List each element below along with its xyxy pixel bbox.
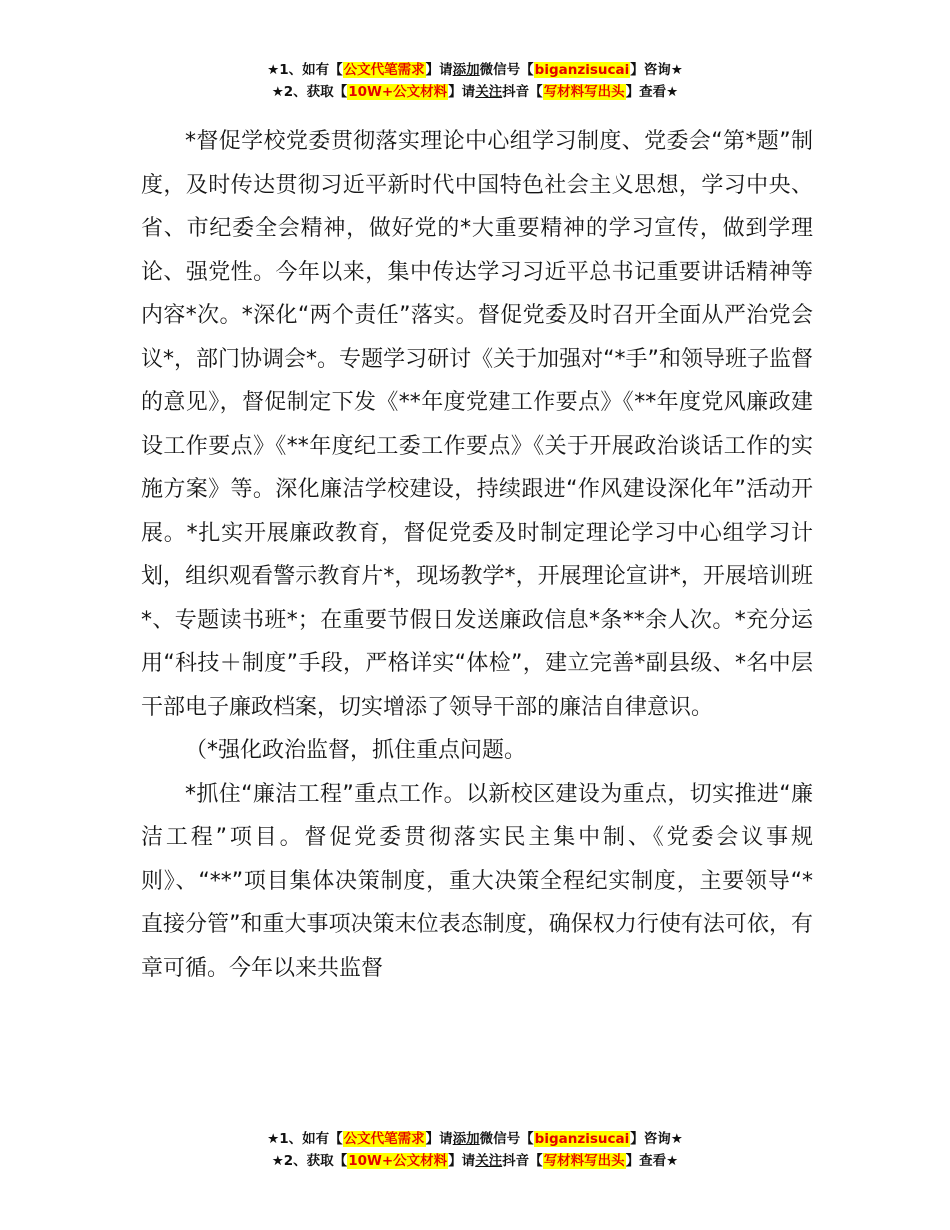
- banner-text: 】咨询★: [630, 62, 683, 78]
- banner-text: 抖音【: [502, 84, 543, 100]
- highlight-douyin-id: 写材料写出头: [543, 84, 625, 100]
- banner-underlined: 关注: [475, 84, 503, 100]
- highlight-service: 公文代笔需求: [343, 62, 425, 78]
- banner-underlined: 添加: [452, 62, 480, 78]
- banner-text: ★1、如有【: [267, 1131, 343, 1147]
- banner-underlined: 添加: [452, 1131, 480, 1147]
- highlight-douyin-id: 写材料写出头: [543, 1153, 625, 1169]
- banner-text: ★1、如有【: [267, 62, 343, 78]
- banner-text: 】咨询★: [630, 1131, 683, 1147]
- banner-line-2: [0, 81, 950, 103]
- document-body: [141, 120, 813, 990]
- banner-text: 】请: [448, 84, 476, 100]
- banner-underlined: 关注: [475, 1153, 503, 1169]
- highlight-wechat-id: biganzisucai: [534, 1131, 630, 1147]
- banner-text: 】请: [448, 1153, 476, 1169]
- banner-text: 抖音【: [502, 1153, 543, 1169]
- banner-text: 】请: [425, 62, 453, 78]
- paragraph: *抓住“廉洁工程”重点工作。以新校区建设为重点，切实推进“廉洁工程”项目。督促党委贯彻落实民主集中制、《党委会议事规则》、“**”项目集体决策制度，重大决策全程纪实制度，主要领导“*直接分管”和重大事项决策末位表态制度，确保权力行使有法可依，有章可循。今年以来共监督: [141, 781, 813, 981]
- section-heading: （*强化政治监督，抓住重点问题。: [185, 738, 527, 763]
- banner-line-2: [0, 1150, 950, 1172]
- banner-line-1: [0, 1128, 950, 1150]
- paragraph: *督促学校党委贯彻落实理论中心组学习制度、党委会“第*题”制度，及时传达贯彻习近平新时代中国特色社会主义思想，学习中央、省、市纪委全会精神，做好党的*大重要精神的学习宣传，做到学理论、强党性。今年以来，集中传达学习习近平总书记重要讲话精神等内容*次。*深化“两个责任”落实。督促党委及时召开全面从严治党会议*，部门协调会*。专题学习研讨《关于加强对“*手”和领导班子监督的意见》，督促制定下发《**年度党建工作要点》《**年度党风廉政建设工作要点》《**年度纪工委工作要点》《关于开展政治谈话工作的实施方案》等。深化廉洁学校建设，持续跟进“作风建设深化年”活动开展。*扎实开展廉政教育，督促党委及时制定理论学习中心组学习计划，组织观看警示教育片*，现场教学*，开展理论宣讲*，开展培训班*、专题读书班*；在重要节假日发送廉政信息*条**余人次。*充分运用“科技＋制度”手段，严格详实“体检”，建立完善*副县级、*名中层干部电子廉政档案，切实增添了领导干部的廉洁自律意识。: [141, 129, 814, 720]
- highlight-materials: 10W+公文材料: [348, 84, 448, 100]
- banner-text: 】请: [425, 1131, 453, 1147]
- highlight-service: 公文代笔需求: [343, 1131, 425, 1147]
- highlight-materials: 10W+公文材料: [348, 1153, 448, 1169]
- banner-text: 】查看★: [625, 84, 679, 100]
- banner-text: ★2、获取【: [271, 1153, 348, 1169]
- banner-text: 微信号【: [479, 62, 534, 78]
- footer-banner: [0, 1128, 950, 1172]
- header-banner: [0, 59, 950, 103]
- highlight-wechat-id: biganzisucai: [534, 62, 630, 78]
- banner-text: 】查看★: [625, 1153, 679, 1169]
- banner-text: ★2、获取【: [271, 84, 348, 100]
- banner-line-1: [0, 59, 950, 81]
- banner-text: 微信号【: [479, 1131, 534, 1147]
